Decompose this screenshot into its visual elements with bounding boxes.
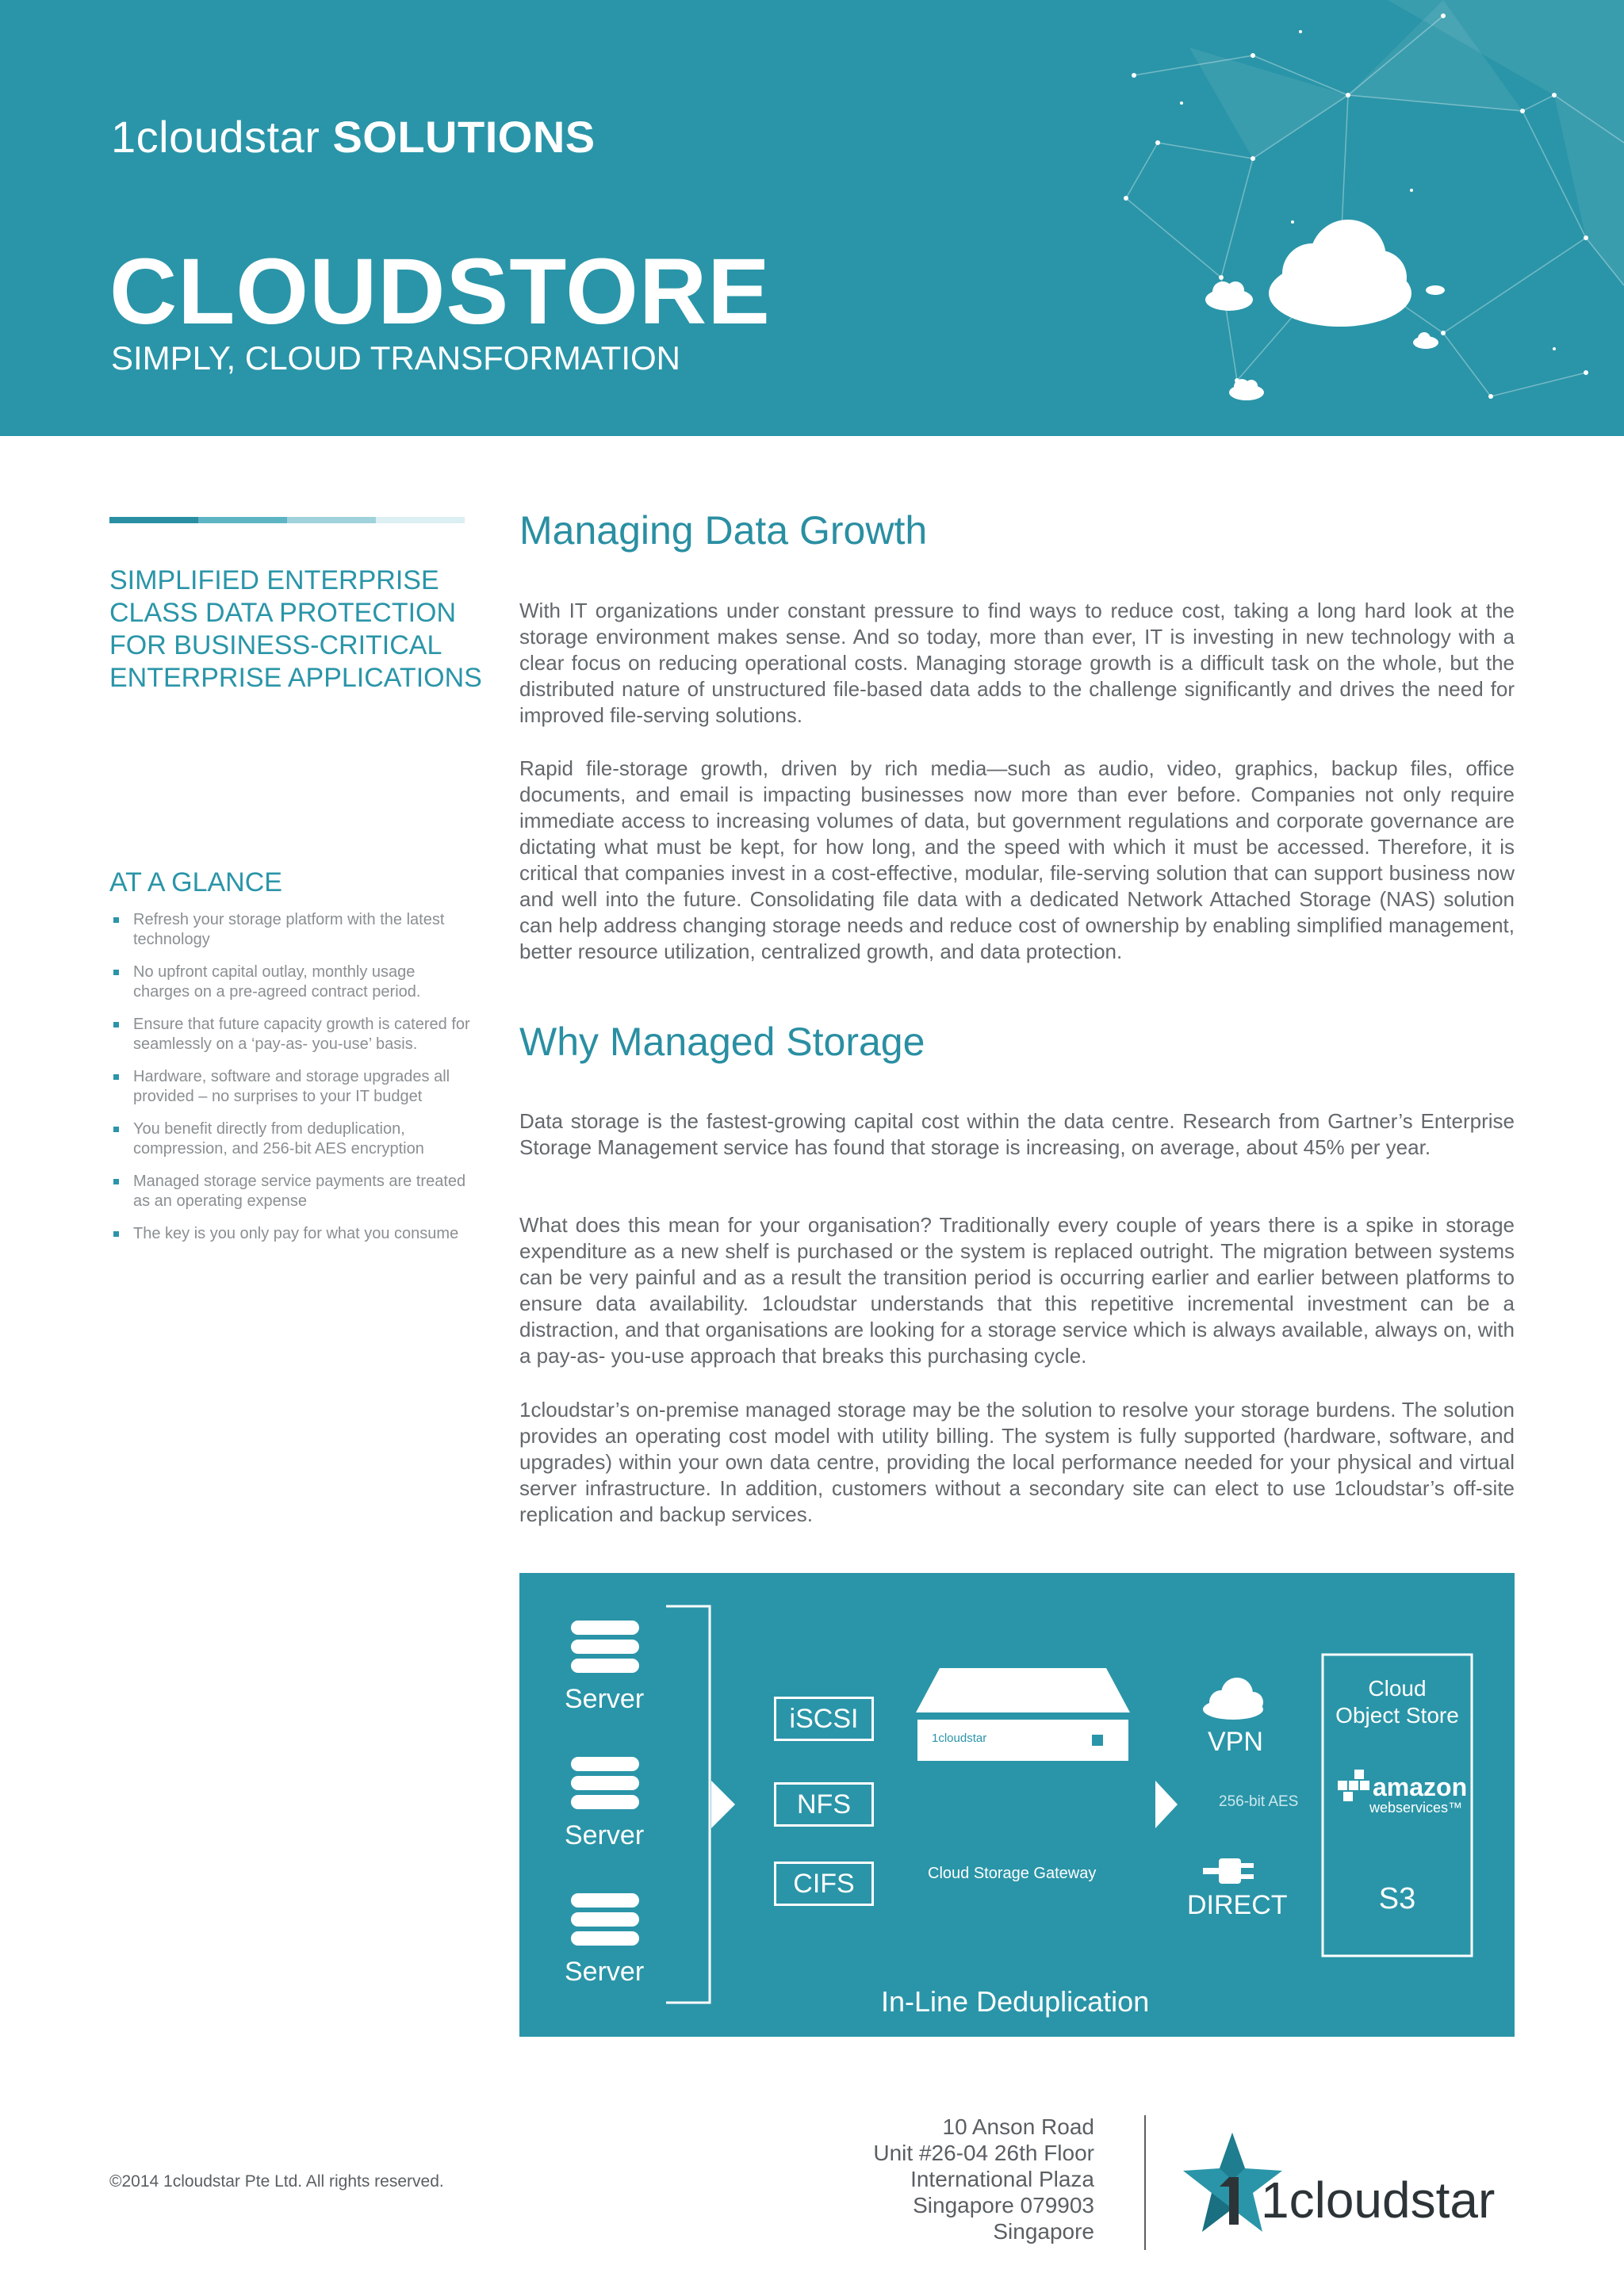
sidebar-tagline: SIMPLIFIED ENTERPRISE CLASS DATA PROTECTION FOR BUSINESS-CRITICAL ENTERPRISE APPLICATIONS bbox=[109, 565, 482, 693]
bullet-icon bbox=[113, 917, 119, 923]
address-line: 10 Anson Road bbox=[942, 2114, 1094, 2139]
protocol-iscsi: iSCSI bbox=[774, 1697, 874, 1741]
gateway-label: Cloud Storage Gateway bbox=[928, 1865, 1097, 1882]
copyright: ©2014 1cloudstar Pte Ltd. All rights reserved. bbox=[109, 2172, 444, 2191]
at-a-glance-list bbox=[111, 910, 476, 1257]
gateway-appliance-icon bbox=[916, 1668, 1130, 1712]
paragraph: What does this mean for your organisation? Traditionally every couple of years there is a spike in storage expenditure as a new shelf is purchased or the system is replaced outright. The migration between systems can be very painful and as a result the transition period is occurring earlier and earlier between platforms to ensure data availability. 1cloudstar understands that this repetitive incremental investment can be a distraction, and that organisations are looking for a storage service which is always available, always on, with a pay-as- you-use approach that breaks this purchasing cycle. bbox=[519, 1213, 1515, 1368]
bullet-icon bbox=[113, 1127, 119, 1132]
protocol-nfs: NFS bbox=[774, 1782, 874, 1827]
page-title: CLOUDSTORE bbox=[109, 239, 771, 344]
aes-label: 256-bit AES bbox=[1219, 1793, 1299, 1810]
page-subtitle: SIMPLY, CLOUD TRANSFORMATION bbox=[111, 339, 680, 377]
heading-managing-data-growth: Managing Data Growth bbox=[519, 508, 928, 553]
protocol-cifs: CIFS bbox=[774, 1862, 874, 1906]
server-icon bbox=[571, 1893, 639, 1946]
section-divider bbox=[109, 517, 465, 523]
arrow-right-icon bbox=[1155, 1781, 1178, 1828]
server-label: Server bbox=[565, 1957, 645, 1987]
list-item: Managed storage service payments are treated as an operating expense bbox=[111, 1172, 476, 1211]
cloud-network-graphic bbox=[1110, 0, 1624, 436]
paragraph: Rapid file-storage growth, driven by rich media—such as audio, video, graphics, backup files, office documents, and email is impacting businesses now more than ever before. Companies not only require immediate access to increasing volumes of data, but government regulations and corporate governance are dictating what must be kept, for how long, and the speed with which it must be accessed. Therefore, it is critical that companies invest in a cost-effective, modular, file-serving solution that can support business now and well into the future. Consolidating file data with a dedicated Network Attached Storage (NAS) solution can help address changing storage needs and reduce cost of ownership by enabling simplified management, better resource utilization, centralized growth, and data protection. bbox=[519, 756, 1515, 963]
address-line: International Plaza bbox=[910, 2167, 1094, 2191]
footer-divider bbox=[1144, 2115, 1146, 2250]
server-bracket bbox=[666, 1606, 710, 2003]
plug-icon bbox=[1203, 1858, 1254, 1884]
header-banner bbox=[0, 0, 1624, 436]
vpn-label: VPN bbox=[1208, 1727, 1263, 1757]
aws-logo-icon bbox=[1338, 1770, 1369, 1801]
server-icon bbox=[571, 1757, 639, 1809]
address-line: Unit #26-04 26th Floor bbox=[873, 2141, 1094, 2165]
brand-name: 1cloudstar SOLUTIONS bbox=[111, 112, 596, 162]
list-item: You benefit directly from deduplication, compression, and 256-bit AES encryption bbox=[111, 1119, 476, 1159]
arrow-right-icon bbox=[711, 1781, 735, 1828]
bullet-icon bbox=[113, 1231, 119, 1237]
bullet-icon bbox=[113, 1022, 119, 1027]
paragraph: 1cloudstar’s on-premise managed storage may be the solution to resolve your storage burdens. The solution provides an operating cost model with utility billing. The system is fully supported (hardware, software, and upgrades) within your own data centre, providing the local performance needed for your physical and virtual server infrastructure. In addition, customers without a secondary site can elect to use 1cloudstar’s off-site replication and backup services. bbox=[519, 1398, 1515, 1526]
list-item: Ensure that future capacity growth is catered for seamlessly on a ‘pay-as- you-use’ basis. bbox=[111, 1015, 476, 1054]
heading-why-managed-storage: Why Managed Storage bbox=[519, 1020, 925, 1064]
list-item: No upfront capital outlay, monthly usage charges on a pre-agreed contract period. bbox=[111, 962, 476, 1002]
architecture-diagram bbox=[519, 1573, 1515, 2037]
paragraph: With IT organizations under constant pressure to find ways to reduce cost, taking a long hard look at the storage environment makes sense. And so today, more than ever, IT is investing in new technology with a clear focus on reducing operational costs. Managing storage growth is a difficult task on the whole, but the distributed nature of unstructured file-based data adds to the challenge significantly and drives the need for improved file-serving solutions. bbox=[519, 599, 1515, 727]
diagram-graphics bbox=[519, 1573, 1515, 2037]
diagram-footer-label: In-Line Deduplication bbox=[881, 1985, 1150, 2018]
store-title: Cloud bbox=[1368, 1676, 1427, 1701]
server-label: Server bbox=[565, 1820, 645, 1850]
address-line: Singapore 079903 bbox=[913, 2193, 1094, 2218]
company-logo-text: 1cloudstar bbox=[1261, 2172, 1496, 2229]
bullet-icon bbox=[113, 1074, 119, 1080]
bullet-icon bbox=[113, 970, 119, 975]
cloud-icon bbox=[1203, 1678, 1263, 1720]
list-item: The key is you only pay for what you consume bbox=[111, 1224, 476, 1244]
direct-label: DIRECT bbox=[1187, 1890, 1288, 1920]
bullet-icon bbox=[113, 1179, 119, 1184]
server-icon bbox=[571, 1621, 639, 1673]
s3-label: S3 bbox=[1378, 1882, 1416, 1915]
list-item: Hardware, software and storage upgrades all provided – no surprises to your IT budget bbox=[111, 1067, 476, 1107]
paragraph: Data storage is the fastest-growing capital cost within the data centre. Research from Gartner’s Enterprise Storage Management service has found that storage is increasing, on average, about 45% per year. bbox=[519, 1109, 1515, 1159]
store-title: Object Store bbox=[1335, 1703, 1459, 1728]
address-line: Singapore bbox=[993, 2219, 1094, 2244]
list-item: Refresh your storage platform with the latest technology bbox=[111, 910, 476, 950]
aws-wordmark-sub: webservices™ bbox=[1369, 1800, 1463, 1816]
aws-wordmark: amazon bbox=[1373, 1773, 1468, 1801]
address-block bbox=[793, 2114, 1094, 2244]
at-a-glance-heading: AT A GLANCE bbox=[109, 867, 282, 897]
gateway-brand: 1cloudstar bbox=[932, 1732, 987, 1745]
server-label: Server bbox=[565, 1684, 645, 1714]
